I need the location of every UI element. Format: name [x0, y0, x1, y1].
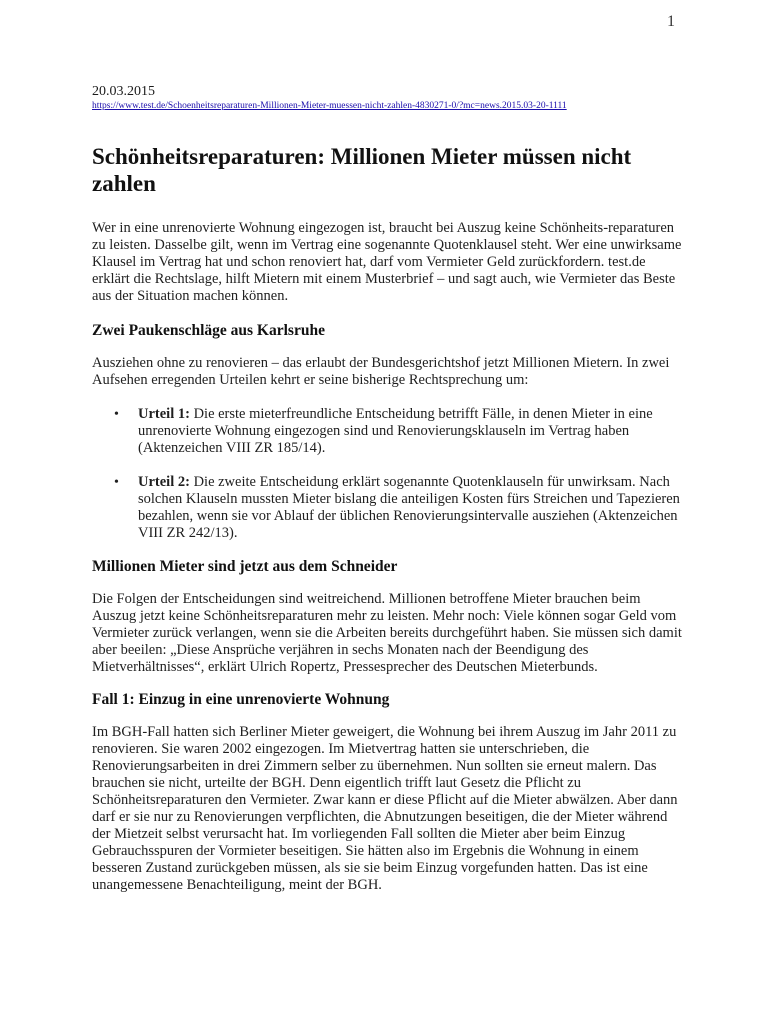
article-lead: Wer in eine unrenovierte Wohnung eingezogen ist, braucht bei Auszug keine Schönheits-reparaturen zu leisten. Dasselbe gilt, wenn im Vertrag eine sogenannte Quotenklausel steht. Wer eine unwirksame Klausel im Vertrag hat und schon renoviert hat, darf vom Vermieter Geld zurückfordern. test.de erklärt die Rechtslage, hilft Mietern mit einem Musterbrief – und sagt auch, wie Vermieter das Beste aus der Situation machen können. — [92, 220, 682, 304]
section-heading-1: Zwei Paukenschläge aus Karlsruhe — [92, 322, 325, 339]
bullet-icon: • — [114, 475, 119, 490]
list-item — [92, 406, 682, 457]
bullet-icon: • — [114, 407, 119, 422]
verdict-text: Die zweite Entscheidung erklärt sogenannte Quotenklauseln für unwirksam. Nach solchen Klauseln mussten Mieter bislang die anteiligen Kosten fürs Streichen und Tapezieren bezahlen, wenn sie vor Ablauf der üblichen Renovierungsintervalle ausziehen (Aktenzeichen VIII ZR 242/13). — [138, 474, 680, 541]
document-date: 20.03.2015 — [92, 84, 155, 99]
section-text-3: Im BGH-Fall hatten sich Berliner Mieter geweigert, die Wohnung bei ihrem Auszug im Jahr 2011 zu renovieren. Sie waren 2002 eingezogen. Im Mietvertrag hatten sie unterschrieben, die Renovierungsarbeiten in drei Zimmern selber zu übernehmen. Nun sollten sie erneut malern. Das brauchen sie nicht, urteilte der BGH. Denn eigentlich trifft laut Gesetz die Pflicht zu Schönheitsreparaturen den Vermieter. Zwar kann er diese Pflicht auf die Mieter abwälzen. Aber dann darf er sie nur zu Renovierungen verpflichten, die Abnutzungen beseitigen, die der Mieter während der Mietzeit selbst verursacht hat. Im vorliegenden Fall sollten die Mieter aber beim Einzug Gebrauchsspuren der Vormieter beseitigen. Sie hätten also im Ergebnis die Wohnung in einem besseren Zustand zurückgeben müssen, als sie sie beim Einzug vorgefunden hatten. Das ist eine unangemessene Benachteiligung, meint der BGH. — [92, 724, 678, 893]
verdict-text: Die erste mieterfreundliche Entscheidung betrifft Fälle, in denen Mieter in eine unrenovierte Wohnung eingezogen sind und Renovierungsklauseln im Vertrag haben (Aktenzeichen VIII ZR 185/14). — [138, 406, 653, 456]
verdict-label: Urteil 2: — [138, 474, 190, 490]
source-url-link[interactable]: https://www.test.de/Schoenheitsreparaturen-Millionen-Mieter-muessen-nicht-zahlen-4830271-0/?mc=news.2015.03-20-1111 — [92, 101, 567, 111]
section-text-2: Die Folgen der Entscheidungen sind weitreichend. Millionen betroffene Mieter brauchen beim Auszug jetzt keine Schönheitsreparaturen mehr zu leisten. Mehr noch: Viele können sogar Geld vom Vermieter zurück verlangen, wenn sie die Arbeiten bereits durchgeführt haben. Sie müssen sich damit aber beeilen: „Diese Ansprüche verjähren in sechs Monaten nach der Beendigung des Mietverhältnisses“, erklärt Ulrich Ropertz, Pressesprecher des Deutschen Mieterbunds. — [92, 591, 682, 675]
section-text-1: Ausziehen ohne zu renovieren – das erlaubt der Bundesgerichtshof jetzt Millionen Mietern. In zwei Aufsehen erregenden Urteilen kehrt er seine bisherige Rechtsprechung um: — [92, 355, 670, 388]
section-heading-3: Fall 1: Einzug in eine unrenovierte Wohnung — [92, 691, 390, 708]
article-title: Schönheitsreparaturen: Millionen Mieter müssen nicht zahlen — [92, 144, 632, 196]
page-number: 1 — [667, 13, 675, 30]
document-body — [92, 84, 682, 894]
verdict-list — [92, 406, 682, 542]
section-heading-2: Millionen Mieter sind jetzt aus dem Schneider — [92, 558, 398, 575]
list-item — [92, 474, 682, 542]
verdict-label: Urteil 1: — [138, 406, 190, 422]
